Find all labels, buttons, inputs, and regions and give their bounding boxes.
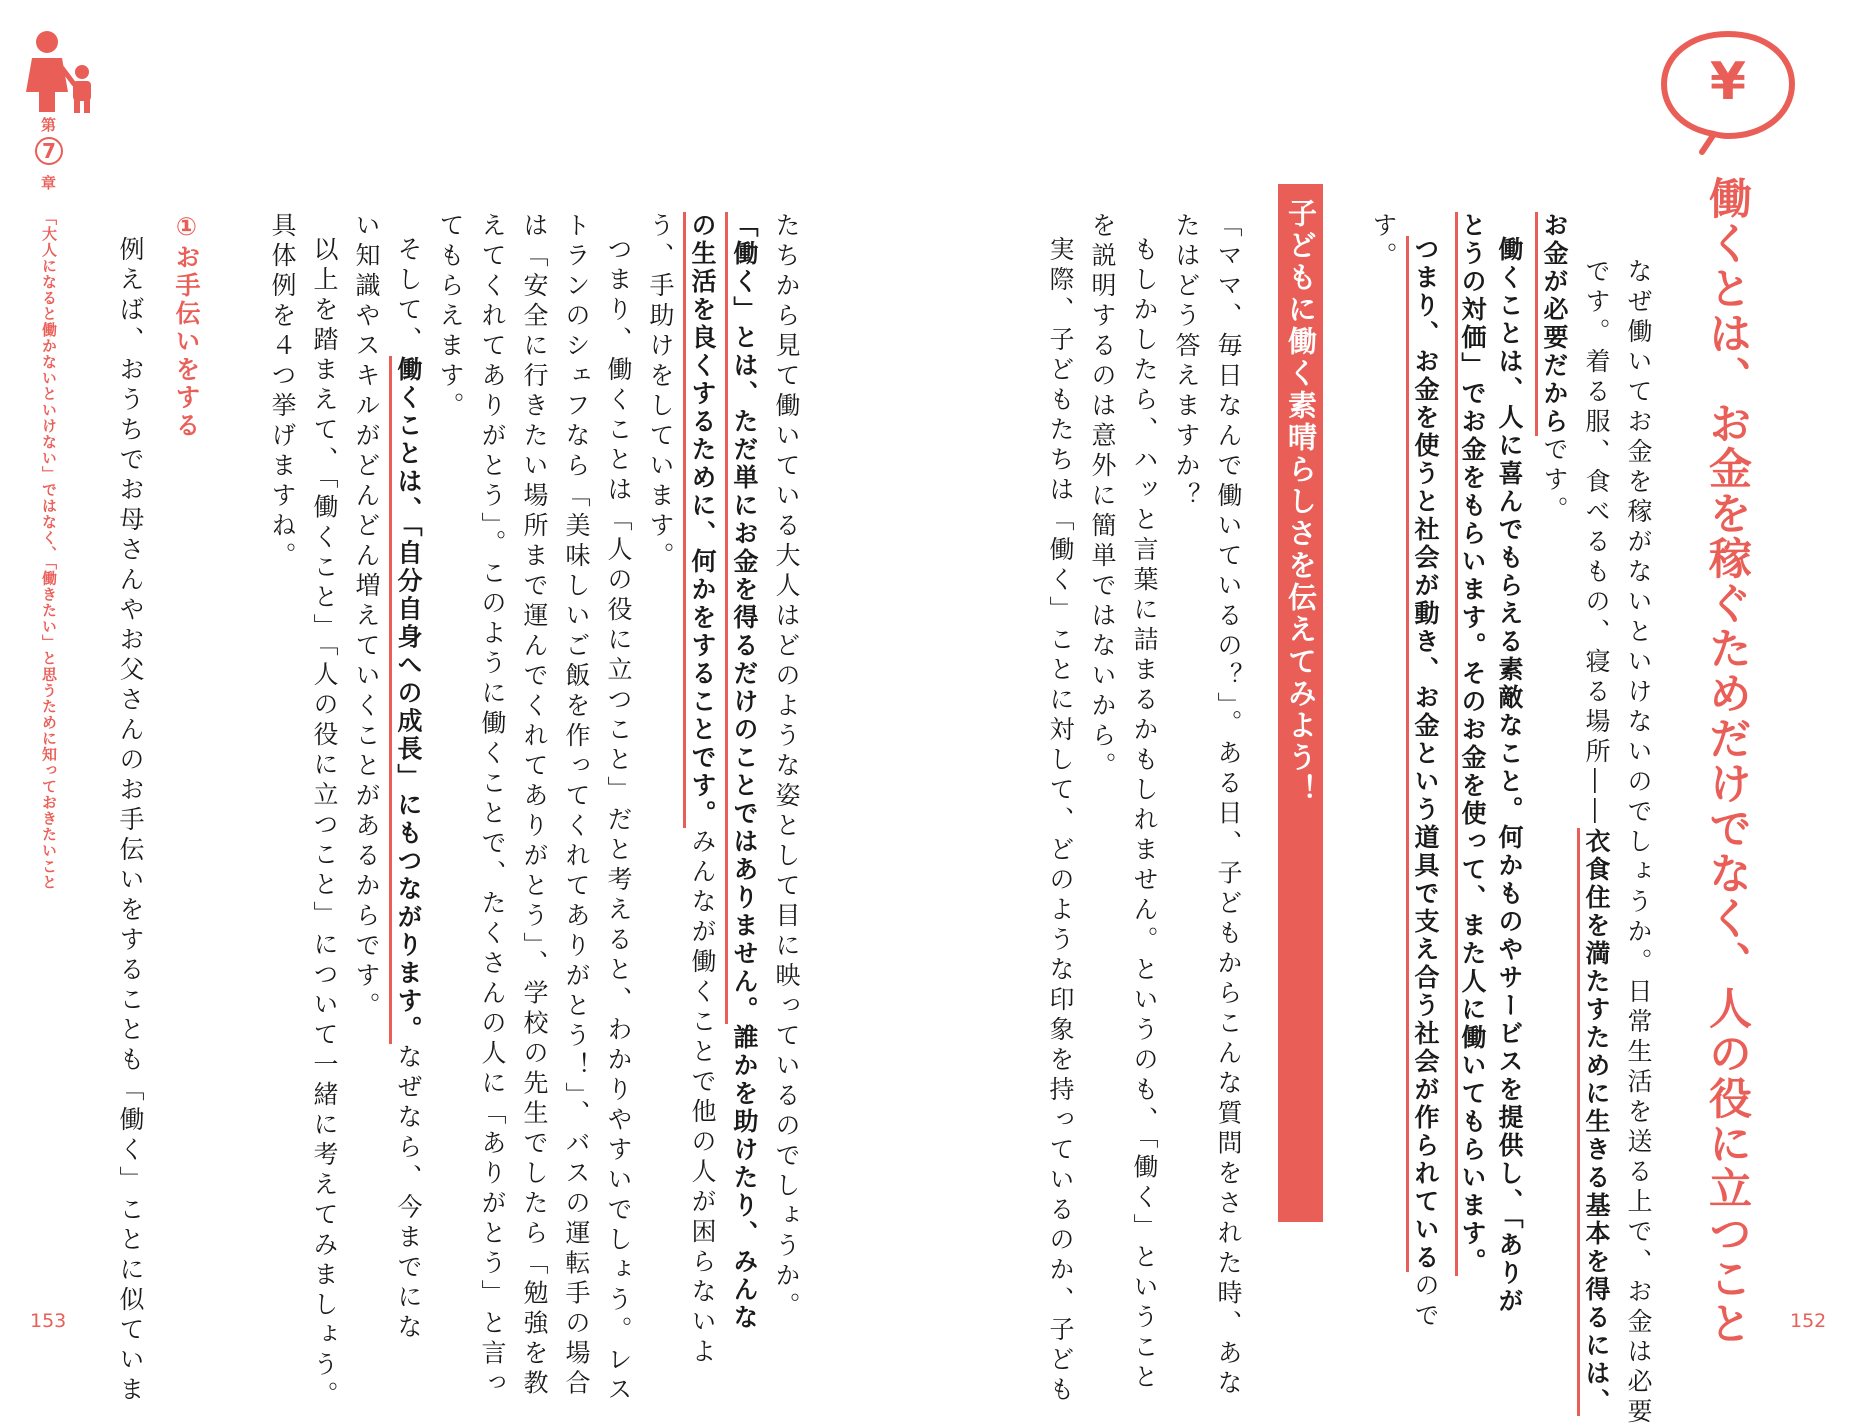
body-line-emphasis: 働くことは、人に喜んでもらえる素敵なこと。何かものやサービスを提供し、「ありが [1495, 236, 1524, 1316]
parent-child-icon [22, 28, 102, 114]
section-heading-help: ①お手伝いをする [172, 212, 201, 440]
body-line: トランのシェフなら「美味しいご飯を作ってくれてありがとう！」、バスの運転手の場合 [562, 212, 591, 1400]
body-line: 「ママ、毎日なんで働いているの？」。ある日、子どもからこんな質問をされた時、あな [1214, 212, 1243, 1400]
body-line: つまり、働くことは「人の役に立つこと」だと考えると、わかりやすいでしょう。レス [604, 236, 633, 1406]
body-line: を説明するのは意外に簡単ではないから。 [1088, 212, 1117, 782]
section-subheading: 子どもに働く素晴らしさを伝えてみよう！ [1278, 184, 1323, 1222]
yen-symbol: ¥ [1709, 52, 1747, 112]
body-line: 実際、子どもたちは「働く」ことに対して、どのような印象を持っているのか、子ども [1046, 236, 1075, 1406]
body-line: なぜ働いてお金を稼がないといけないのでしょうか。日常生活を送る上で、お金は必要 [1624, 258, 1653, 1428]
page-number-right: 152 [1790, 1310, 1827, 1332]
body-line: えてくれてありがとう」。このように働くことで、たくさんの人に「ありがとう」と言っ [478, 212, 507, 1400]
body-line: う、手助けをしています。 [646, 212, 675, 572]
body-line: い知識やスキルがどんどん増えていくことがあるからです。 [352, 212, 381, 1022]
body-line: 「働く」とは、ただ単にお金を得るだけのことではありません。誰かを助けたり、みんな [732, 212, 757, 1332]
yen-speech-bubble-icon [1658, 28, 1798, 156]
body-line: は「安全に行きたい場所まで運んでくれてありがとう」、学校の先生でしたら「勉強を教 [520, 212, 549, 1400]
body-line: てもらえます。 [436, 212, 465, 422]
body-line: つまり、お金を使うと社会が動き、お金という道具で支え合う社会が作られているので [1413, 236, 1438, 1332]
body-line: です。着る服、食べるもの、寝る場所――衣食住を満たすために生きる基本を得るには、 [1584, 258, 1609, 1416]
page-number-left: 153 [30, 1310, 67, 1332]
body-line-emphasis: とうの対価」でお金をもらいます。そのお金を使って、また人に働いてもらいます。 [1455, 212, 1485, 1276]
chapter-prefix: 第 [41, 116, 57, 134]
body-line: たちから見て働いている大人はどのような姿として目に映っているのでしょうか。 [772, 212, 801, 1322]
chapter-title: 「大人になると働かないといけない」ではなく、「働きたい」と思うために知っておきたいこと [40, 210, 58, 891]
body-line: 具体例を４つ挙げますね。 [268, 212, 297, 572]
body-line: お金が必要だからです。 [1542, 212, 1567, 526]
body-line: たはどう答えますか？ [1172, 212, 1201, 512]
body-line: 例えば、おうちでお母さんやお父さんのお手伝いをすることも「働く」ことに似ていま [116, 236, 145, 1406]
page-title: 働くとは、お金を稼ぐためだけでなく、人の役に立つこと [1702, 176, 1752, 1346]
chapter-suffix: 章 [41, 174, 57, 192]
body-line: 以上を踏まえて、「働くこと」「人の役に立つこと」について一緒に考えてみましょう。 [310, 236, 339, 1411]
body-line: もしかしたら、ハッと言葉に詰まるかもしれません。というのも、「働く」ということ [1130, 236, 1159, 1394]
chapter-number: 7 [35, 137, 63, 165]
body-line: す。 [1369, 212, 1398, 272]
body-line: そして、働くことは、「自分自身への成長」にもつながります。なぜなら、今までにな [396, 236, 421, 1344]
body-line: の生活を良くするために、何かをすることです。みんなが働くことで他の人が困らないよ [690, 212, 715, 1368]
